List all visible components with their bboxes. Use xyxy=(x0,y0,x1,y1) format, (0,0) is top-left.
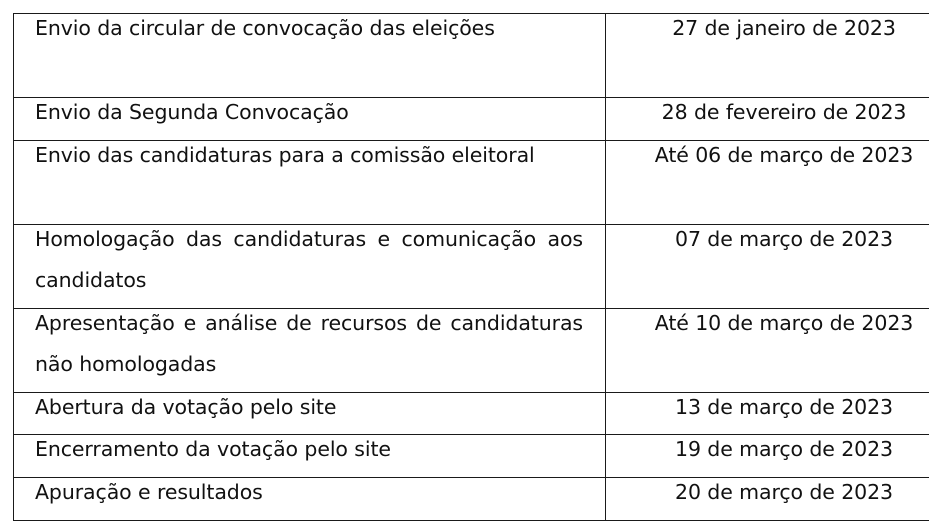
activity-text: Abertura da votação pelo site xyxy=(35,395,337,419)
activity-cell xyxy=(14,309,606,393)
activity-text: Homologação das candidaturas e comunicação aos candidatos xyxy=(35,227,583,292)
table-row xyxy=(14,478,929,521)
table-row xyxy=(14,141,929,225)
activity-cell xyxy=(14,141,606,225)
table-row xyxy=(14,14,929,98)
date-text: Até 06 de março de 2023 xyxy=(654,143,914,167)
date-text: 28 de fevereiro de 2023 xyxy=(661,100,907,124)
activity-text: Envio da Segunda Convocação xyxy=(35,100,349,124)
activity-text: Envio da circular de convocação das eleições xyxy=(35,16,495,40)
date-text: Até 10 de março de 2023 xyxy=(654,311,914,335)
date-text: 07 de março de 2023 xyxy=(675,227,893,251)
activity-text: Envio das candidaturas para a comissão eleitoral xyxy=(35,143,535,167)
election-schedule-table xyxy=(13,13,929,521)
date-cell xyxy=(606,14,929,98)
date-text: 13 de março de 2023 xyxy=(675,395,893,419)
activity-cell xyxy=(14,14,606,98)
table-row xyxy=(14,225,929,309)
activity-cell xyxy=(14,225,606,309)
activity-cell xyxy=(14,478,606,521)
date-text: 19 de março de 2023 xyxy=(675,437,893,461)
date-cell xyxy=(606,478,929,521)
table-row xyxy=(14,309,929,393)
date-cell xyxy=(606,225,929,309)
activity-text: Apuração e resultados xyxy=(35,480,263,504)
date-cell xyxy=(606,141,929,225)
date-cell xyxy=(606,309,929,393)
date-text: 27 de janeiro de 2023 xyxy=(672,16,896,40)
activity-text: Apresentação e análise de recursos de candidaturas não homologadas xyxy=(35,311,583,376)
activity-text: Encerramento da votação pelo site xyxy=(35,437,391,461)
date-text: 20 de março de 2023 xyxy=(675,480,893,504)
